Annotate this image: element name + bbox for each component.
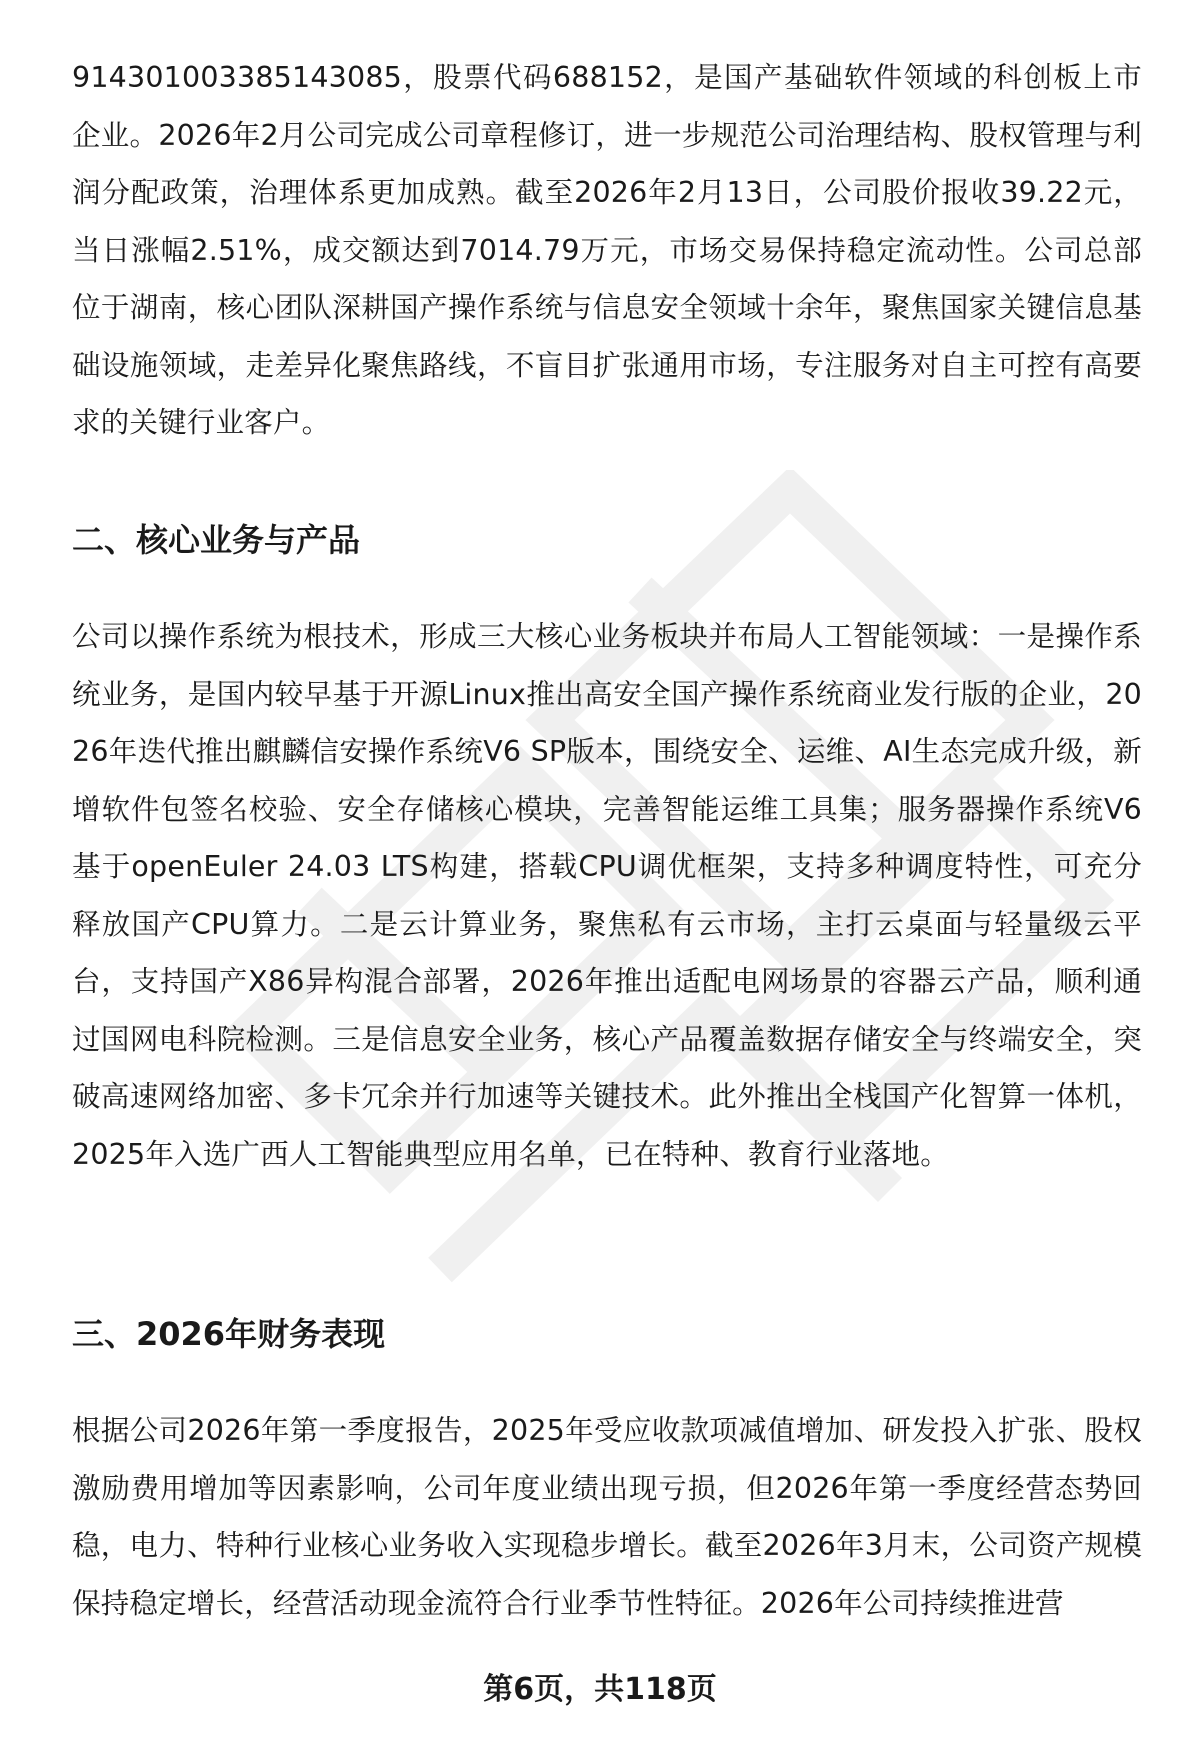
body-paragraph: 公司以操作系统为根技术，形成三大核心业务板块并布局人工智能领域：一是操作系统业务，是国内较早基于开源Linux推出高安全国产操作系统商业发行版的企业，2026年迭代推出麒麟信安操作系统V6 SP版本，围绕安全、运维、AI生态完成升级，新增软件包签名校验、安全存储核心模块，完善智能运维工具集；服务器操作系统V6基于openEuler 24.03 LTS构建，搭载CPU调优框架，支持多种调度特性，可充分释放国产CPU算力。二是云计算业务，聚焦私有云市场，主打云桌面与轻量级云平台，支持国产X86异构混合部署，2026年推出适配电网场景的容器云产品，顺利通过国网电科院检测。三是信息安全业务，核心产品覆盖数据存储安全与终端安全，突破高速网络加密、多卡冗余并行加速等关键技术。此外推出全栈国产化智算一体机，2025年入选广西人工智能典型应用名单，已在特种、教育行业落地。 bbox=[72, 620, 1142, 1171]
body-paragraph: 914301003385143085，股票代码688152，是国产基础软件领域的科创板上市企业。2026年2月公司完成公司章程修订，进一步规范公司治理结构、股权管理与利润分配政策，治理体系更加成熟。截至2026年2月13日，公司股价报收39.22元，当日涨幅2.51%，成交额达到7014.79万元，市场交易保持稳定流动性。公司总部位于湖南，核心团队深耕国产操作系统与信息安全领域十余年，聚焦国家关键信息基础设施领域，走差异化聚焦路线，不盲目扩张通用市场，专注服务对自主可控有高要求的关键行业客户。 bbox=[72, 61, 1142, 439]
section-heading: 三、2026年财务表现 bbox=[72, 1315, 386, 1353]
page-number: 第6页，共118页 bbox=[483, 1672, 717, 1707]
section-heading: 二、核心业务与产品 bbox=[72, 521, 361, 559]
body-paragraph: 根据公司2026年第一季度报告，2025年受应收款项减值增加、研发投入扩张、股权激励费用增加等因素影响，公司年度业绩出现亏损，但2026年第一季度经营态势回稳，电力、特种行业核心业务收入实现稳步增长。截至2026年3月末，公司资产规模保持稳定增长，经营活动现金流符合行业季节性特征。2026年公司持续推进营 bbox=[72, 1414, 1142, 1620]
